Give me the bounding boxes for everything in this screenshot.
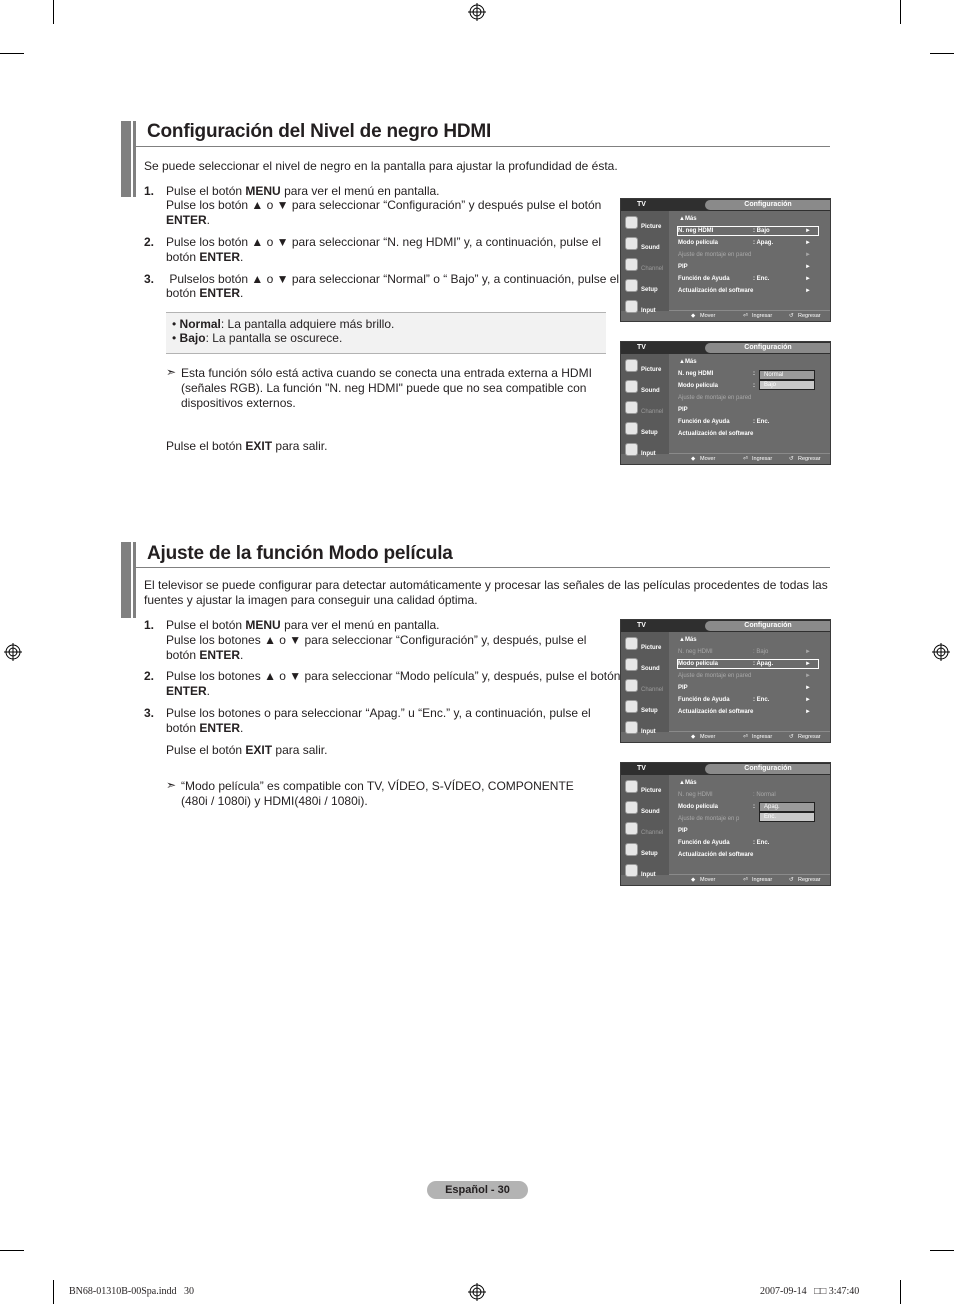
arrow-right-icon: ► <box>805 685 811 691</box>
exit-instruction: Pulse el botón EXIT para salir. <box>166 439 328 453</box>
menu-item: Función de Ayuda <box>678 276 730 282</box>
menu-sidebar-label: Setup <box>641 851 658 857</box>
arrow-right-icon: ► <box>805 264 811 270</box>
menu-sidebar-label: Input <box>641 872 656 878</box>
sound-icon <box>625 801 638 814</box>
menu-title: Configuración <box>744 765 792 772</box>
menu-item-value: : <box>753 804 755 810</box>
note-text: dispositivos externos. <box>181 396 296 410</box>
channel-icon <box>625 822 638 835</box>
menu-title: Configuración <box>744 344 792 351</box>
step-text: Pulse el botón MENU para ver el menú en pantalla. <box>166 184 440 198</box>
menu-item: Función de Ayuda <box>678 697 730 703</box>
section-title: Ajuste de la función Modo película <box>147 543 453 564</box>
note-text: (señales RGB). La función "N. neg HDMI" puede que no sea compatible con <box>181 381 587 395</box>
section-rule <box>136 567 830 568</box>
menu-footer-enter: Ingresar <box>752 877 773 883</box>
step-text: Pulse los botón ▲ o ▼ para seleccionar “Configuración” y después pulse el botón <box>166 198 602 212</box>
arrow-right-icon: ► <box>805 673 811 679</box>
menu-item: Ajuste de montaje en pared <box>678 395 752 401</box>
menu-item-value: : Bajo <box>753 649 769 655</box>
step-text: botón ENTER. <box>166 286 244 300</box>
crop-mark <box>930 53 954 54</box>
menu-footer-return: Regresar <box>798 734 821 740</box>
menu-footer-rule <box>669 453 831 454</box>
arrow-right-icon: ► <box>805 288 811 294</box>
menu-item: Actualización del software <box>678 852 754 858</box>
menu-sidebar-label: Channel <box>641 687 664 693</box>
registration-mark-icon <box>468 3 486 21</box>
menu-item: Ajuste de montaje en p <box>678 816 740 822</box>
menu-sidebar-label: Picture <box>641 367 662 373</box>
sound-icon <box>625 658 638 671</box>
sound-icon <box>625 380 638 393</box>
input-icon <box>625 443 638 456</box>
picture-icon <box>625 637 638 650</box>
section-accent-bar <box>121 121 131 197</box>
arrow-right-icon: ► <box>805 661 811 667</box>
sound-icon <box>625 237 638 250</box>
menu-screenshot <box>620 341 831 465</box>
picture-icon <box>625 216 638 229</box>
menu-item-value: : Apag. <box>753 240 774 246</box>
dropdown-option <box>759 380 815 390</box>
print-date: 2007-09-14 □□ 3:47:40 <box>760 1286 860 1297</box>
menu-sidebar-label: Sound <box>641 809 660 815</box>
dropdown-option <box>759 812 815 822</box>
menu-item-value: : Enc. <box>753 840 770 846</box>
step-number: 3. <box>144 272 155 286</box>
menu-sidebar-label: Channel <box>641 830 664 836</box>
dropdown-option-label: Bajo <box>764 382 777 388</box>
dropdown-option <box>759 370 815 380</box>
note-arrow-icon: ➣ <box>166 778 177 792</box>
menu-footer-enter: Ingresar <box>752 456 773 462</box>
menu-footer-enter: Ingresar <box>752 734 773 740</box>
return-icon: ↺ <box>789 877 794 883</box>
return-icon: ↺ <box>789 456 794 462</box>
menu-item: PIP <box>678 685 688 691</box>
arrow-right-icon: ► <box>805 252 811 258</box>
input-icon <box>625 864 638 877</box>
channel-icon <box>625 679 638 692</box>
arrow-right-icon: ► <box>805 276 811 282</box>
setup-icon <box>625 843 638 856</box>
crop-mark <box>53 0 54 24</box>
menu-item-value: : <box>753 383 755 389</box>
dropdown-option-label: Enc. <box>764 814 777 820</box>
setup-icon <box>625 279 638 292</box>
menu-source-label: TV <box>637 344 646 351</box>
enter-icon: ⏎ <box>743 313 748 319</box>
menu-source-label: TV <box>637 765 646 772</box>
menu-more-label: ▲Más <box>679 780 697 786</box>
menu-item: N. neg HDMI <box>678 649 713 655</box>
arrow-right-icon: ► <box>805 228 811 234</box>
step-text: Pulse los botones ▲ o ▼ para seleccionar “Modo película” y, después, pulse el botón <box>166 669 621 683</box>
menu-item: N. neg HDMI <box>678 228 714 234</box>
registration-mark-icon <box>4 643 22 661</box>
menu-item: Función de Ayuda <box>678 840 730 846</box>
menu-item-value: : Bajo <box>753 228 770 234</box>
picture-icon <box>625 359 638 372</box>
arrow-right-icon: ► <box>805 697 811 703</box>
section-intro: Se puede seleccionar el nivel de negro en la pantalla para ajustar la profundidad de ésta. <box>144 159 618 173</box>
section-rule <box>136 146 830 147</box>
menu-footer-rule <box>669 731 831 732</box>
menu-footer-move: Mover <box>700 734 716 740</box>
move-icon: ◆ <box>691 313 696 319</box>
section-accent-bar <box>133 121 136 197</box>
menu-sidebar-label: Setup <box>641 708 658 714</box>
menu-item-value: : Apag. <box>753 661 774 667</box>
menu-item: Modo película <box>678 804 719 810</box>
move-icon: ◆ <box>691 877 696 883</box>
step-number: 3. <box>144 706 155 720</box>
menu-footer-move: Mover <box>700 313 716 319</box>
menu-item-value: : Enc. <box>753 419 770 425</box>
input-icon <box>625 300 638 313</box>
menu-sidebar-label: Picture <box>641 224 662 230</box>
menu-item: PIP <box>678 407 688 413</box>
move-icon: ◆ <box>691 456 696 462</box>
note-text: Esta función sólo está activa cuando se conecta una entrada externa a HDMI <box>181 366 592 380</box>
setup-icon <box>625 700 638 713</box>
menu-title: Configuración <box>744 201 792 208</box>
step-text: botón ENTER. <box>166 250 244 264</box>
step-text: Pulse los botón ▲ o ▼ para seleccionar “N. neg HDMI” y, a continuación, pulse el <box>166 235 602 249</box>
step-number: 2. <box>144 235 155 249</box>
menu-sidebar-label: Input <box>641 308 656 314</box>
step-number: 1. <box>144 184 155 198</box>
enter-icon: ⏎ <box>743 734 748 740</box>
step-number: 2. <box>144 669 155 683</box>
input-icon <box>625 721 638 734</box>
menu-more-label: ▲Más <box>679 359 697 365</box>
menu-sidebar-label: Sound <box>641 666 660 672</box>
menu-footer-return: Regresar <box>798 877 821 883</box>
enter-icon: ⏎ <box>743 456 748 462</box>
section-title: Configuración del Nivel de negro HDMI <box>147 121 492 142</box>
menu-sidebar-label: Sound <box>641 245 660 251</box>
file-slug: BN68-01310B-00Spa.indd 30 <box>69 1286 194 1297</box>
menu-footer-rule <box>669 874 831 875</box>
menu-screenshot <box>620 198 831 322</box>
crop-mark <box>0 1250 24 1251</box>
menu-item-value: : <box>753 371 755 377</box>
menu-item: N. neg HDMI <box>678 371 714 377</box>
note-arrow-icon: ➣ <box>166 365 177 379</box>
step-text: Pulse los botones ▲ o ▼ para seleccionar “Configuración” y, después, pulse el <box>166 633 587 647</box>
step-text: ENTER. <box>166 213 211 227</box>
step-text: Pulse los botones o para seleccionar “Apag.” u “Enc.” y, a continuación, pulse el <box>166 706 591 720</box>
move-icon: ◆ <box>691 734 696 740</box>
registration-mark-icon <box>468 1283 486 1301</box>
menu-source-label: TV <box>637 622 646 629</box>
return-icon: ↺ <box>789 313 794 319</box>
step-text: Pulse el botón MENU para ver el menú en pantalla. <box>166 618 440 632</box>
menu-screenshot <box>620 762 831 886</box>
section-intro: El televisor se puede configurar para detectar automáticamente y procesar las señales de las películas procedentes de todas las <box>144 578 828 592</box>
dropdown-option <box>759 802 815 812</box>
section-intro: fuentes y ajustar la imagen para conseguir una calidad óptima. <box>144 593 478 607</box>
note-text: “Modo película” es compatible con TV, VÍDEO, S-VÍDEO, COMPONENTE <box>181 779 574 793</box>
crop-mark <box>900 1280 901 1304</box>
menu-footer-return: Regresar <box>798 456 821 462</box>
enter-icon: ⏎ <box>743 877 748 883</box>
menu-footer-move: Mover <box>700 456 716 462</box>
menu-item-value: : Enc. <box>753 697 770 703</box>
menu-footer-rule <box>669 310 831 311</box>
menu-item: PIP <box>678 828 688 834</box>
menu-item: Modo película <box>678 383 719 389</box>
return-icon: ↺ <box>789 734 794 740</box>
crop-mark <box>53 1280 54 1304</box>
menu-item: PIP <box>678 264 688 270</box>
step-number: 1. <box>144 618 155 632</box>
menu-screenshot <box>620 619 831 743</box>
menu-item: N. neg HDMI <box>678 792 713 798</box>
arrow-right-icon: ► <box>805 649 811 655</box>
note-text: (480i / 1080i) y HDMI(480i / 1080i). <box>181 794 368 808</box>
bullet-item: • Normal: La pantalla adquiere más brillo. <box>172 317 395 331</box>
menu-item: Actualización del software <box>678 288 754 294</box>
menu-more-label: ▲Más <box>679 637 697 643</box>
setup-icon <box>625 422 638 435</box>
step-text: Pulselos botón ▲ o ▼ para seleccionar “Normal” o “ Bajo” y, a continuación, pulse el <box>166 272 620 286</box>
bullet-item: • Bajo: La pantalla se oscurece. <box>172 331 343 345</box>
menu-footer-return: Regresar <box>798 313 821 319</box>
exit-instruction: Pulse el botón EXIT para salir. <box>166 743 328 757</box>
step-text: botón ENTER. <box>166 648 244 662</box>
dropdown-option-label: Apag. <box>764 804 780 810</box>
crop-mark <box>930 1250 954 1251</box>
menu-sidebar-label: Channel <box>641 266 664 272</box>
arrow-right-icon: ► <box>805 240 811 246</box>
menu-item: Actualización del software <box>678 431 754 437</box>
registration-mark-icon <box>932 643 950 661</box>
menu-title: Configuración <box>744 622 792 629</box>
menu-sidebar-label: Input <box>641 451 656 457</box>
menu-footer-enter: Ingresar <box>752 313 773 319</box>
section-accent-bar <box>133 542 136 618</box>
menu-item-value: : Normal <box>753 792 776 798</box>
menu-footer-move: Mover <box>700 877 716 883</box>
menu-item: Función de Ayuda <box>678 419 730 425</box>
menu-source-label: TV <box>637 201 646 208</box>
menu-sidebar-label: Picture <box>641 788 662 794</box>
dropdown-option-label: Normal <box>764 372 784 378</box>
menu-sidebar-label: Picture <box>641 645 662 651</box>
page-number: Español - 30 <box>445 1184 510 1196</box>
menu-item: Ajuste de montaje en pared <box>678 673 752 679</box>
menu-item: Modo película <box>678 661 719 667</box>
arrow-right-icon: ► <box>805 709 811 715</box>
step-text: ENTER. <box>166 684 211 698</box>
crop-mark <box>0 53 24 54</box>
picture-icon <box>625 780 638 793</box>
menu-sidebar-label: Setup <box>641 430 658 436</box>
menu-item: Actualización del software <box>678 709 754 715</box>
menu-sidebar-label: Channel <box>641 409 664 415</box>
crop-mark <box>900 0 901 24</box>
step-text: botón ENTER. <box>166 721 244 735</box>
menu-item: Modo película <box>678 240 719 246</box>
channel-icon <box>625 401 638 414</box>
menu-sidebar-label: Sound <box>641 388 660 394</box>
menu-item-value: : Enc. <box>753 276 770 282</box>
menu-sidebar-label: Input <box>641 729 656 735</box>
channel-icon <box>625 258 638 271</box>
section-accent-bar <box>121 542 131 618</box>
menu-item: Ajuste de montaje en pared <box>678 252 752 258</box>
menu-sidebar-label: Setup <box>641 287 658 293</box>
menu-more-label: ▲Más <box>679 216 697 222</box>
